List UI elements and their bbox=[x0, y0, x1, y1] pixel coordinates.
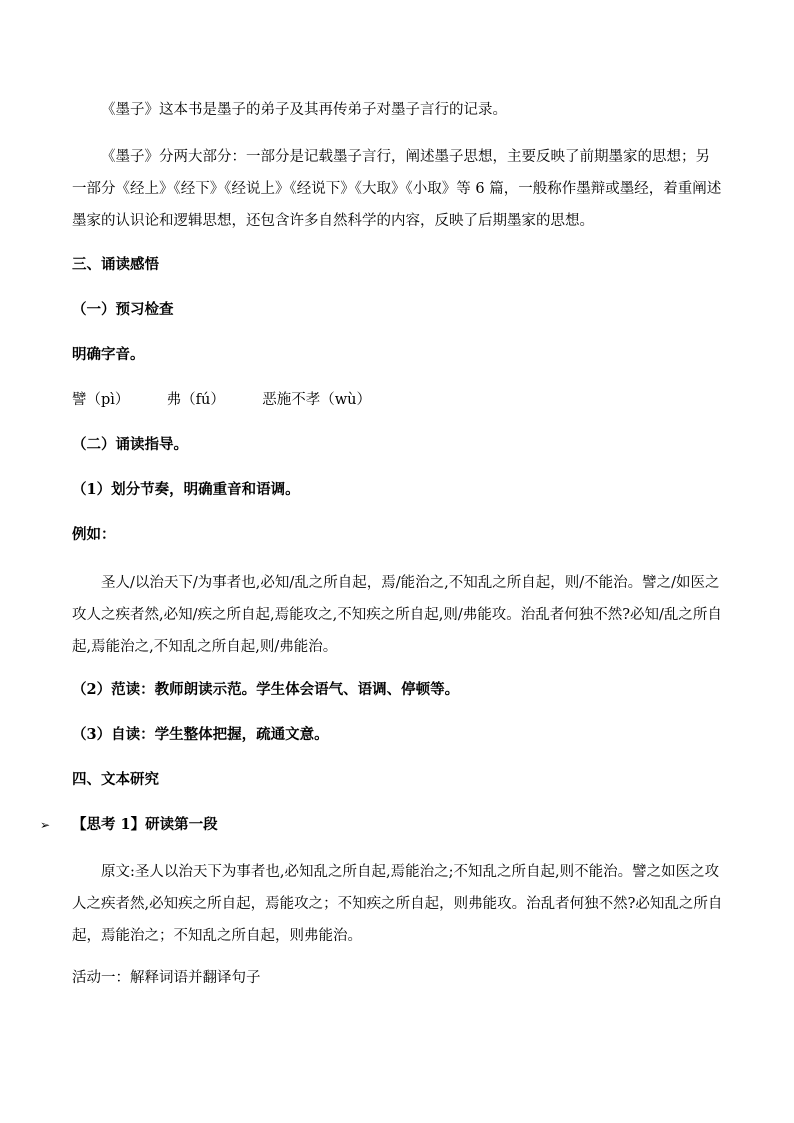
pinyin-item-2: 弗（fú） bbox=[166, 392, 225, 408]
activity-1-heading: 活动一：解释词语并翻译句子 bbox=[72, 970, 261, 986]
original-text-paragraph bbox=[72, 856, 724, 952]
pinyin-item-3: 恶施不孝（wù） bbox=[262, 392, 371, 408]
intro-text-1: 《墨子》这本书是墨子的弟子及其再传弟子对墨子言行的记录。 bbox=[101, 102, 507, 118]
subheading-reading-guide: （二）诵读指导。 bbox=[72, 436, 188, 453]
intro-paragraph-1 bbox=[72, 94, 724, 126]
intro-text-2: 《墨子》分两大部分：一部分是记载墨子言行，阐述墨子思想，主要反映了前期墨家的思想；另一部分《经上》《经下》《经说上》《经说下》《大取》《小取》等 6 篇，一般称作墨辩或墨经，着重阐述墨家的认识论和逻辑思想，还包含许多自然科学的内容，反映了后期墨家的思想。 bbox=[72, 149, 722, 229]
subheading-preview-check: （一）预习检查 bbox=[72, 301, 174, 318]
example-label: 例如： bbox=[72, 526, 116, 543]
arrow-bullet-icon: ➢ bbox=[40, 818, 51, 832]
section-heading-4: 四、文本研究 bbox=[72, 771, 159, 788]
example-text: 圣人/以治天下/为事者也,必知/乱之所自起，焉/能治之,不知乱之所自起，则/不能治。譬之/如医之攻人之疾者然,必知/疾之所自起,焉能攻之,不知疾之所自起,则/弗能攻。治乱者何独不然?必知/乱之所自起,焉能治之,不知乱之所自起,则/弗能治。 bbox=[72, 575, 722, 655]
step-2-heading: （2）范读：教师朗读示范。学生体会语气、语调、停顿等。 bbox=[72, 681, 460, 698]
pronunciation-heading: 明确字音。 bbox=[72, 346, 145, 363]
think-1-heading: 【思考 1】研读第一段 bbox=[72, 816, 218, 833]
intro-paragraph-2 bbox=[72, 141, 724, 237]
step-3-heading: （3）自读：学生整体把握，疏通文意。 bbox=[72, 726, 329, 743]
original-text: 原文:圣人以治天下为事者也,必知乱之所自起,焉能治之;不知乱之所自起,则不能治。譬之如医之攻人之疾者然,必知疾之所自起，焉能攻之；不知疾之所自起，则弗能攻。治乱者何独不然?必知乱之所自起，焉能治之；不知乱之所自起，则弗能治。 bbox=[72, 864, 723, 944]
step-1-heading: （1）划分节奏，明确重音和语调。 bbox=[72, 481, 300, 498]
pinyin-item-1: 譬（pì） bbox=[72, 392, 130, 408]
example-paragraph bbox=[72, 567, 724, 663]
pinyin-row bbox=[72, 390, 371, 410]
section-heading-3: 三、诵读感悟 bbox=[72, 256, 159, 273]
